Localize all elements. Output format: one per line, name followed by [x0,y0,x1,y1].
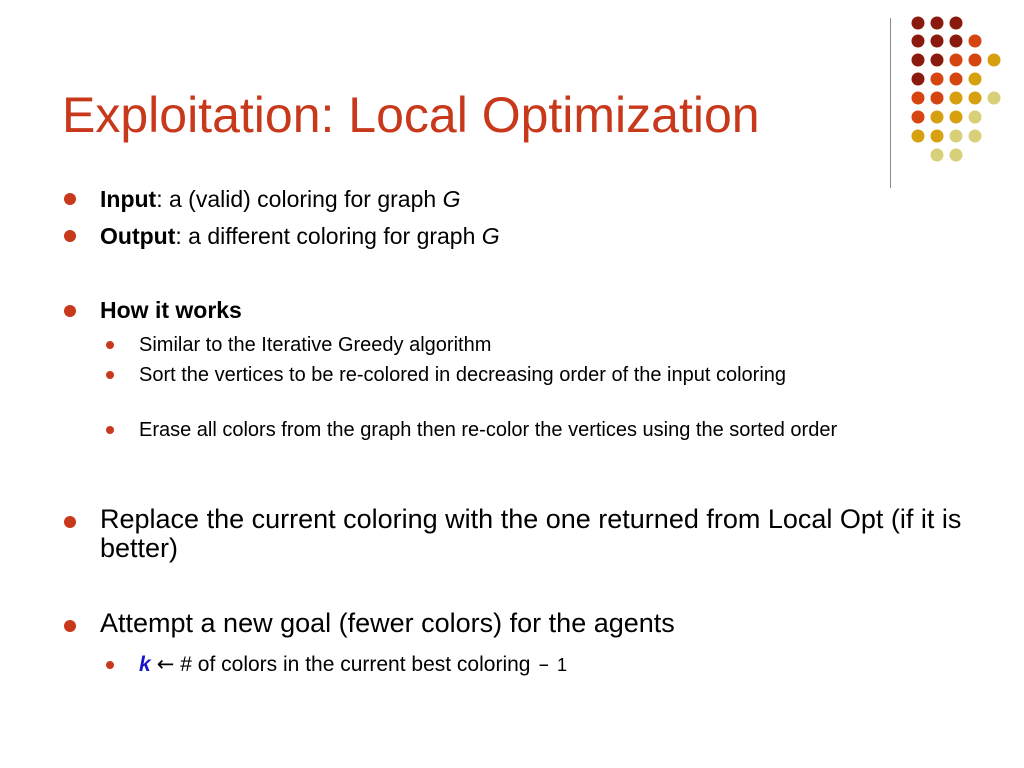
sub-bullet-dot [106,661,114,669]
decorative-dot [912,35,925,48]
decorative-dot [950,111,963,124]
decorative-dot [969,130,982,143]
decorative-dot [931,73,944,86]
decorative-dot [969,111,982,124]
input-var: G [442,186,461,212]
sub-bullet-how-2: Sort the vertices to be re-colored in decreasing order of the input coloring [139,364,787,386]
minus-sign: – [538,652,549,676]
slide-title: Exploitation: Local Optimization [62,87,760,143]
decorative-dot [950,35,963,48]
sub-bullet-k-assignment [139,652,567,677]
input-label: Input [100,186,157,212]
decorative-dot [931,54,944,67]
decorative-dot [969,35,982,48]
bullet-how-it-works [100,297,242,323]
bullet-output [100,223,500,249]
decorative-dot [950,92,963,105]
k-variable: k [139,653,151,676]
decorative-dot [950,130,963,143]
input-text: : a (valid) coloring for graph [156,186,443,212]
decorative-dot [969,54,982,67]
how-label: How it works [100,297,242,323]
bullet-dot [64,230,76,242]
decorative-dot [931,35,944,48]
decorative-dot [912,111,925,124]
sub-bullet-dot [106,371,114,379]
bullet-dot [64,305,76,317]
decorative-dot [912,92,925,105]
sub-bullet-dot [106,341,114,349]
output-text: : a different coloring for graph [175,223,482,249]
decorative-dot [912,130,925,143]
decorative-dot [950,149,963,162]
decorative-dot [912,73,925,86]
bullet-dot [64,516,76,528]
decorative-dot [988,92,1001,105]
decorative-dot [969,73,982,86]
decorative-dot [931,92,944,105]
k-assignment-number: 1 [556,655,567,675]
vertical-divider [890,18,891,188]
decorative-dot [969,92,982,105]
bullet-dot [64,193,76,205]
decorative-dot [950,17,963,30]
sub-bullet-how-3: Erase all colors from the graph then re-color the vertices using the sorted order [139,419,838,441]
sub-bullet-how-1: Similar to the Iterative Greedy algorithm [139,334,492,356]
decorative-dot [950,73,963,86]
decorative-dot [931,111,944,124]
sub-bullet-dot [106,426,114,434]
decorative-dot [931,149,944,162]
bullet-input [100,186,460,212]
bullet-attempt: Attempt a new goal (fewer colors) for the agents [100,608,675,638]
decorative-dot [988,54,1001,67]
decorative-dot [931,130,944,143]
decorative-dot [912,54,925,67]
k-assignment-text: # of colors in the current best coloring [180,653,531,676]
bullet-replace: Replace the current coloring with the one returned from Local Opt (if it is better) [100,504,962,563]
output-label: Output [100,223,176,249]
bullet-dot [64,620,76,632]
decorative-dot [931,17,944,30]
decorative-dot [950,54,963,67]
output-var: G [481,223,500,249]
left-arrow-icon: ← [156,652,175,676]
decorative-dot [912,17,925,30]
